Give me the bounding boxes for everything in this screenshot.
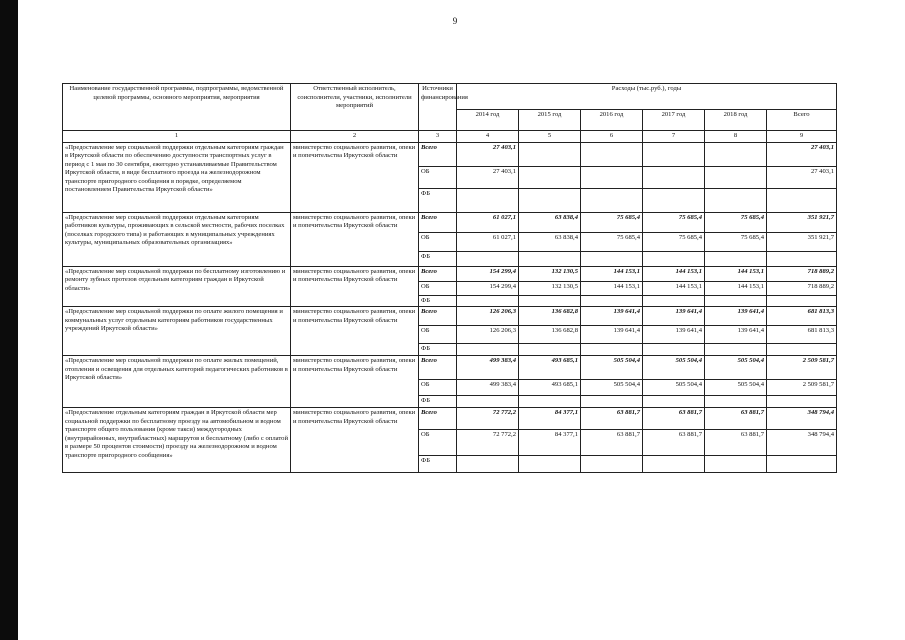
funding-source: ОБ	[419, 380, 457, 396]
year-value-cell	[705, 396, 767, 408]
total-value-cell	[767, 295, 837, 307]
header-name: Наименование государственной программы, подпрограммы, ведомственной целевой программы, основного мероприятия, мероприятия	[63, 84, 291, 131]
year-value-cell: 132 130,5	[519, 281, 581, 295]
year-value-cell: 505 504,4	[643, 380, 705, 396]
year-value-cell	[457, 188, 519, 212]
year-value-cell	[581, 456, 643, 473]
total-value-cell: 2 509 581,7	[767, 356, 837, 380]
year-value-cell: 63 881,7	[705, 408, 767, 430]
expenses-table	[62, 83, 837, 473]
funding-source: ФБ	[419, 456, 457, 473]
header-expenses: Расходы (тыс.руб.), годы	[457, 84, 837, 110]
header-year-2018: 2018 год	[705, 110, 767, 131]
funding-source: ФБ	[419, 396, 457, 408]
column-number: 7	[643, 131, 705, 143]
total-value-cell	[767, 188, 837, 212]
total-value-cell: 681 813,3	[767, 307, 837, 326]
total-value-cell: 27 403,1	[767, 166, 837, 188]
year-value-cell: 139 641,4	[643, 307, 705, 326]
funding-source: Всего	[419, 212, 457, 232]
year-value-cell: 84 377,1	[519, 408, 581, 430]
column-number: 5	[519, 131, 581, 143]
funding-source: ФБ	[419, 295, 457, 307]
year-value-cell: 72 772,2	[457, 430, 519, 456]
year-value-cell: 63 838,4	[519, 212, 581, 232]
year-value-cell	[519, 396, 581, 408]
funding-source: Всего	[419, 356, 457, 380]
year-value-cell: 72 772,2	[457, 408, 519, 430]
scan-edge	[0, 0, 18, 640]
year-value-cell: 75 685,4	[705, 232, 767, 251]
year-value-cell: 126 206,3	[457, 307, 519, 326]
column-number: 9	[767, 131, 837, 143]
year-value-cell: 63 881,7	[643, 408, 705, 430]
year-value-cell	[581, 251, 643, 266]
year-value-cell: 75 685,4	[581, 212, 643, 232]
year-value-cell: 144 153,1	[581, 281, 643, 295]
year-value-cell	[519, 166, 581, 188]
year-value-cell	[705, 456, 767, 473]
header-year-2014: 2014 год	[457, 110, 519, 131]
year-value-cell	[705, 166, 767, 188]
measure-name: «Предоставление мер социальной поддержки по оплате жилого помещения и коммунальных услуг отдельным категориям работников государственных учреждений Иркутской области»	[63, 307, 291, 356]
year-value-cell	[581, 344, 643, 356]
column-number: 4	[457, 131, 519, 143]
year-value-cell	[581, 396, 643, 408]
year-value-cell	[643, 456, 705, 473]
measure-name: «Предоставление мер социальной поддержки отдельным категориям работников культуры, проживающих в сельской местности, рабочих поселках (поселках городского типа) и работающих в муниципальных учреждениях культуры, муниципальных образовательных организациях»	[63, 212, 291, 266]
total-value-cell: 348 794,4	[767, 408, 837, 430]
year-value-cell: 144 153,1	[581, 266, 643, 281]
funding-source: ФБ	[419, 188, 457, 212]
year-value-cell	[643, 251, 705, 266]
year-value-cell	[643, 188, 705, 212]
year-value-cell: 139 641,4	[581, 307, 643, 326]
year-value-cell: 505 504,4	[705, 356, 767, 380]
column-number: 6	[581, 131, 643, 143]
year-value-cell: 154 299,4	[457, 266, 519, 281]
year-value-cell	[643, 396, 705, 408]
table-row	[63, 212, 837, 232]
column-number: 1	[63, 131, 291, 143]
year-value-cell: 63 881,7	[581, 430, 643, 456]
year-value-cell	[581, 166, 643, 188]
total-value-cell: 718 889,2	[767, 281, 837, 295]
column-number: 2	[291, 131, 419, 143]
year-value-cell: 75 685,4	[643, 232, 705, 251]
year-value-cell: 75 685,4	[581, 232, 643, 251]
year-value-cell: 136 682,8	[519, 326, 581, 344]
total-value-cell	[767, 344, 837, 356]
funding-source: ОБ	[419, 232, 457, 251]
measure-name: «Предоставление мер социальной поддержки по оплате жилых помещений, отопления и освещения для отдельных категорий педагогических работников в Иркутской области»	[63, 356, 291, 408]
table-row	[63, 266, 837, 281]
responsible-executor: министерство социального развития, опеки и попечительства Иркутской области	[291, 266, 419, 307]
total-value-cell	[767, 251, 837, 266]
funding-source: ОБ	[419, 281, 457, 295]
year-value-cell: 505 504,4	[643, 356, 705, 380]
total-value-cell: 718 889,2	[767, 266, 837, 281]
responsible-executor: министерство социального развития, опеки и попечительства Иркутской области	[291, 307, 419, 356]
header-executor: Ответственный исполнитель, соисполнители, участники, исполнители мероприятий	[291, 84, 419, 131]
year-value-cell	[457, 456, 519, 473]
year-value-cell: 27 403,1	[457, 142, 519, 166]
funding-source: Всего	[419, 142, 457, 166]
year-value-cell	[581, 188, 643, 212]
total-value-cell: 681 813,3	[767, 326, 837, 344]
measure-name: «Предоставление мер социальной поддержки отдельным категориям граждан в Иркутской области по обеспечению доступности транспортных услуг в период с 1 мая по 30 сентября, ежегодно устанавливаемые Правительством Иркутской области, в виде бесплатного проезда на железнодорожном транспорте пригородного сообщения в порядке, определяемом постановлением Правительства Иркутской области»	[63, 142, 291, 212]
year-value-cell	[457, 295, 519, 307]
funding-source: Всего	[419, 408, 457, 430]
total-value-cell	[767, 456, 837, 473]
year-value-cell: 63 838,4	[519, 232, 581, 251]
year-value-cell	[519, 251, 581, 266]
year-value-cell: 75 685,4	[705, 212, 767, 232]
year-value-cell	[705, 142, 767, 166]
measure-name: «Предоставление мер социальной поддержки по бесплатному изготовлению и ремонту зубных протезов отдельным категориям граждан в Иркутской области»	[63, 266, 291, 307]
page-number: 9	[452, 16, 458, 26]
year-value-cell	[457, 344, 519, 356]
year-value-cell: 505 504,4	[705, 380, 767, 396]
year-value-cell: 144 153,1	[705, 281, 767, 295]
year-value-cell: 126 206,3	[457, 326, 519, 344]
year-value-cell: 63 881,7	[581, 408, 643, 430]
year-value-cell: 493 685,1	[519, 356, 581, 380]
header-year-2015: 2015 год	[519, 110, 581, 131]
year-value-cell: 499 383,4	[457, 380, 519, 396]
year-value-cell: 144 153,1	[705, 266, 767, 281]
year-value-cell: 144 153,1	[643, 266, 705, 281]
table-row	[63, 408, 837, 430]
responsible-executor: министерство социального развития, опеки и попечительства Иркутской области	[291, 356, 419, 408]
year-value-cell	[643, 295, 705, 307]
year-value-cell	[705, 251, 767, 266]
total-value-cell: 2 509 581,7	[767, 380, 837, 396]
funding-source: ОБ	[419, 430, 457, 456]
funding-source: ОБ	[419, 326, 457, 344]
funding-source: Всего	[419, 266, 457, 281]
year-value-cell: 144 153,1	[643, 281, 705, 295]
column-number: 8	[705, 131, 767, 143]
year-value-cell	[457, 251, 519, 266]
year-value-cell	[643, 344, 705, 356]
year-value-cell: 75 685,4	[643, 212, 705, 232]
year-value-cell	[705, 344, 767, 356]
year-value-cell	[643, 166, 705, 188]
column-number: 3	[419, 131, 457, 143]
year-value-cell: 139 641,4	[581, 326, 643, 344]
year-value-cell: 132 130,5	[519, 266, 581, 281]
year-value-cell	[519, 142, 581, 166]
year-value-cell	[457, 396, 519, 408]
year-value-cell	[705, 295, 767, 307]
funding-source: Всего	[419, 307, 457, 326]
year-value-cell	[519, 295, 581, 307]
header-source: Источники финансирования	[419, 84, 457, 131]
year-value-cell: 154 299,4	[457, 281, 519, 295]
year-value-cell	[581, 142, 643, 166]
year-value-cell	[581, 295, 643, 307]
total-value-cell: 351 921,7	[767, 212, 837, 232]
year-value-cell: 61 027,1	[457, 212, 519, 232]
table-row	[63, 307, 837, 326]
year-value-cell: 139 641,4	[643, 326, 705, 344]
year-value-cell: 61 027,1	[457, 232, 519, 251]
total-value-cell: 348 794,4	[767, 430, 837, 456]
year-value-cell: 84 377,1	[519, 430, 581, 456]
year-value-cell: 505 504,4	[581, 356, 643, 380]
year-value-cell: 505 504,4	[581, 380, 643, 396]
responsible-executor: министерство социального развития, опеки и попечительства Иркутской области	[291, 142, 419, 212]
year-value-cell: 493 685,1	[519, 380, 581, 396]
funding-source: ОБ	[419, 166, 457, 188]
measure-name: «Предоставление отдельным категориям граждан в Иркутской области мер социальной поддержки по бесплатному проезду на автомобильном и водном транспорте общего пользования (кроме такси) междугородных (внутрирайонных, внутрибластных) маршрутов и бесплатному (либо с оплатой в размере 50 процентов стоимости) проезду на железнодорожном и водном транспорте пригородного сообщения»	[63, 408, 291, 473]
total-value-cell: 27 403,1	[767, 142, 837, 166]
year-value-cell	[519, 456, 581, 473]
year-value-cell: 139 641,4	[705, 326, 767, 344]
header-year-2017: 2017 год	[643, 110, 705, 131]
responsible-executor: министерство социального развития, опеки и попечительства Иркутской области	[291, 408, 419, 473]
year-value-cell: 27 403,1	[457, 166, 519, 188]
year-value-cell: 139 641,4	[705, 307, 767, 326]
header-total: Всего	[767, 110, 837, 131]
table-row	[63, 356, 837, 380]
total-value-cell	[767, 396, 837, 408]
year-value-cell: 63 881,7	[705, 430, 767, 456]
year-value-cell	[519, 188, 581, 212]
responsible-executor: министерство социального развития, опеки и попечительства Иркутской области	[291, 212, 419, 266]
funding-source: ФБ	[419, 344, 457, 356]
total-value-cell: 351 921,7	[767, 232, 837, 251]
year-value-cell: 136 682,8	[519, 307, 581, 326]
year-value-cell	[643, 142, 705, 166]
year-value-cell: 63 881,7	[643, 430, 705, 456]
table-row	[63, 142, 837, 166]
year-value-cell: 499 383,4	[457, 356, 519, 380]
year-value-cell	[705, 188, 767, 212]
year-value-cell	[519, 344, 581, 356]
header-year-2016: 2016 год	[581, 110, 643, 131]
funding-source: ФБ	[419, 251, 457, 266]
